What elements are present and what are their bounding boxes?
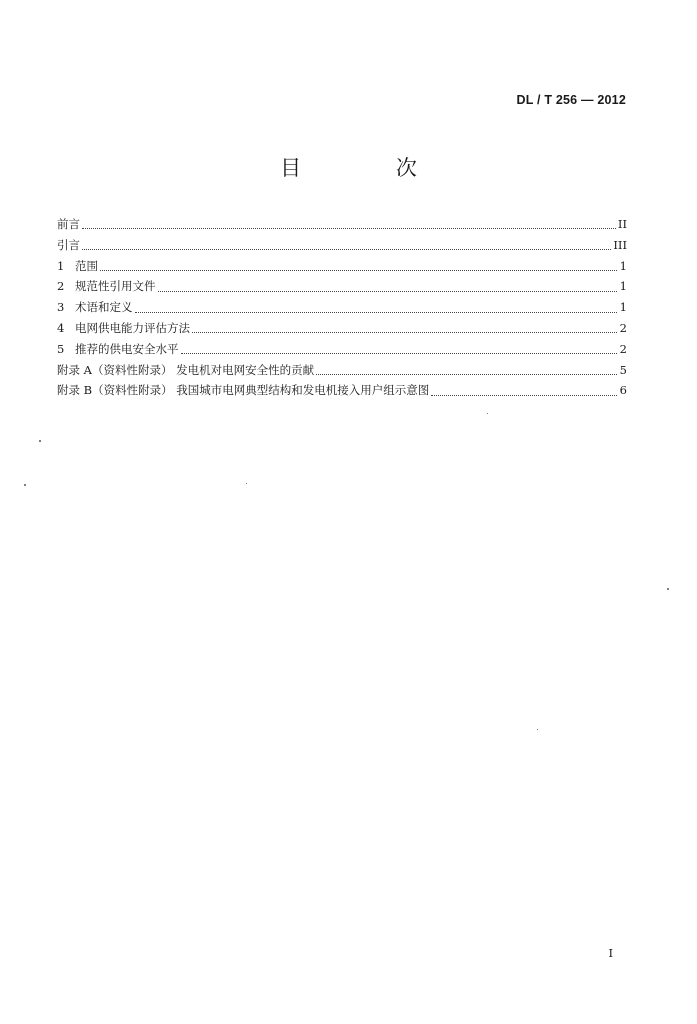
toc-entry-appendix-a[interactable]: [57, 360, 627, 381]
toc-title: 目 次: [280, 156, 461, 180]
scan-speck: [487, 413, 488, 414]
toc-entry-number: 3: [57, 300, 65, 315]
toc-entry-number: 4: [57, 320, 65, 335]
toc-entry-label: 附录 B（资料性附录） 我国城市电网典型结构和发电机接入用户组示意图: [57, 383, 430, 398]
toc-entry-page: II: [617, 217, 627, 231]
toc-entry-label: 前言: [57, 217, 80, 231]
toc-entry-page: 5: [619, 362, 627, 377]
toc-entry-page: 2: [619, 320, 627, 335]
toc-entry-page: 1: [619, 258, 627, 273]
toc-entry-label: 规范性引用文件: [75, 279, 156, 294]
toc-entry-page: 1: [619, 279, 627, 294]
toc-entry-preface[interactable]: [57, 214, 627, 235]
dot-leader: [82, 227, 616, 229]
toc-entry-security-level[interactable]: [57, 339, 627, 360]
dot-leader: [181, 352, 618, 354]
toc-entry-scope[interactable]: [57, 256, 627, 277]
toc-entry-normative-references[interactable]: [57, 276, 627, 297]
toc-entry-label: 术语和定义: [75, 300, 133, 315]
page-number: I: [608, 946, 613, 960]
dot-leader: [192, 331, 617, 333]
scan-speck: [537, 729, 538, 730]
toc-entry-label: 范围: [75, 258, 98, 273]
toc-entry-number: 2: [57, 279, 65, 294]
toc-entry-label: 附录 A（资料性附录） 发电机对电网安全性的贡献: [57, 362, 315, 377]
toc-entry-label: 电网供电能力评估方法: [75, 320, 190, 335]
toc-entry-page: III: [613, 237, 627, 252]
toc-entry-number: 1: [57, 258, 65, 273]
document-code: DL / T 256 — 2012: [516, 93, 626, 107]
toc-entry-evaluation-method[interactable]: [57, 318, 627, 339]
toc-entry-introduction[interactable]: [57, 235, 627, 256]
scan-speck: [24, 484, 26, 486]
table-of-contents: [57, 214, 627, 401]
toc-entry-appendix-b[interactable]: [57, 380, 627, 401]
toc-entry-page: 1: [619, 300, 627, 315]
dot-leader: [316, 373, 617, 375]
toc-entry-terms-definitions[interactable]: [57, 297, 627, 318]
toc-entry-page: 6: [619, 383, 627, 398]
dot-leader: [82, 248, 611, 250]
scan-speck: [39, 440, 41, 442]
dot-leader: [158, 290, 618, 292]
dot-leader: [431, 394, 617, 396]
toc-entry-label: 推荐的供电安全水平: [75, 341, 179, 356]
toc-entry-page: 2: [619, 341, 627, 356]
dot-leader: [100, 269, 617, 271]
scan-speck: [667, 588, 669, 590]
toc-entry-label: 引言: [57, 237, 80, 252]
dot-leader: [135, 311, 618, 313]
scan-speck: [246, 483, 247, 484]
toc-entry-number: 5: [57, 341, 65, 356]
